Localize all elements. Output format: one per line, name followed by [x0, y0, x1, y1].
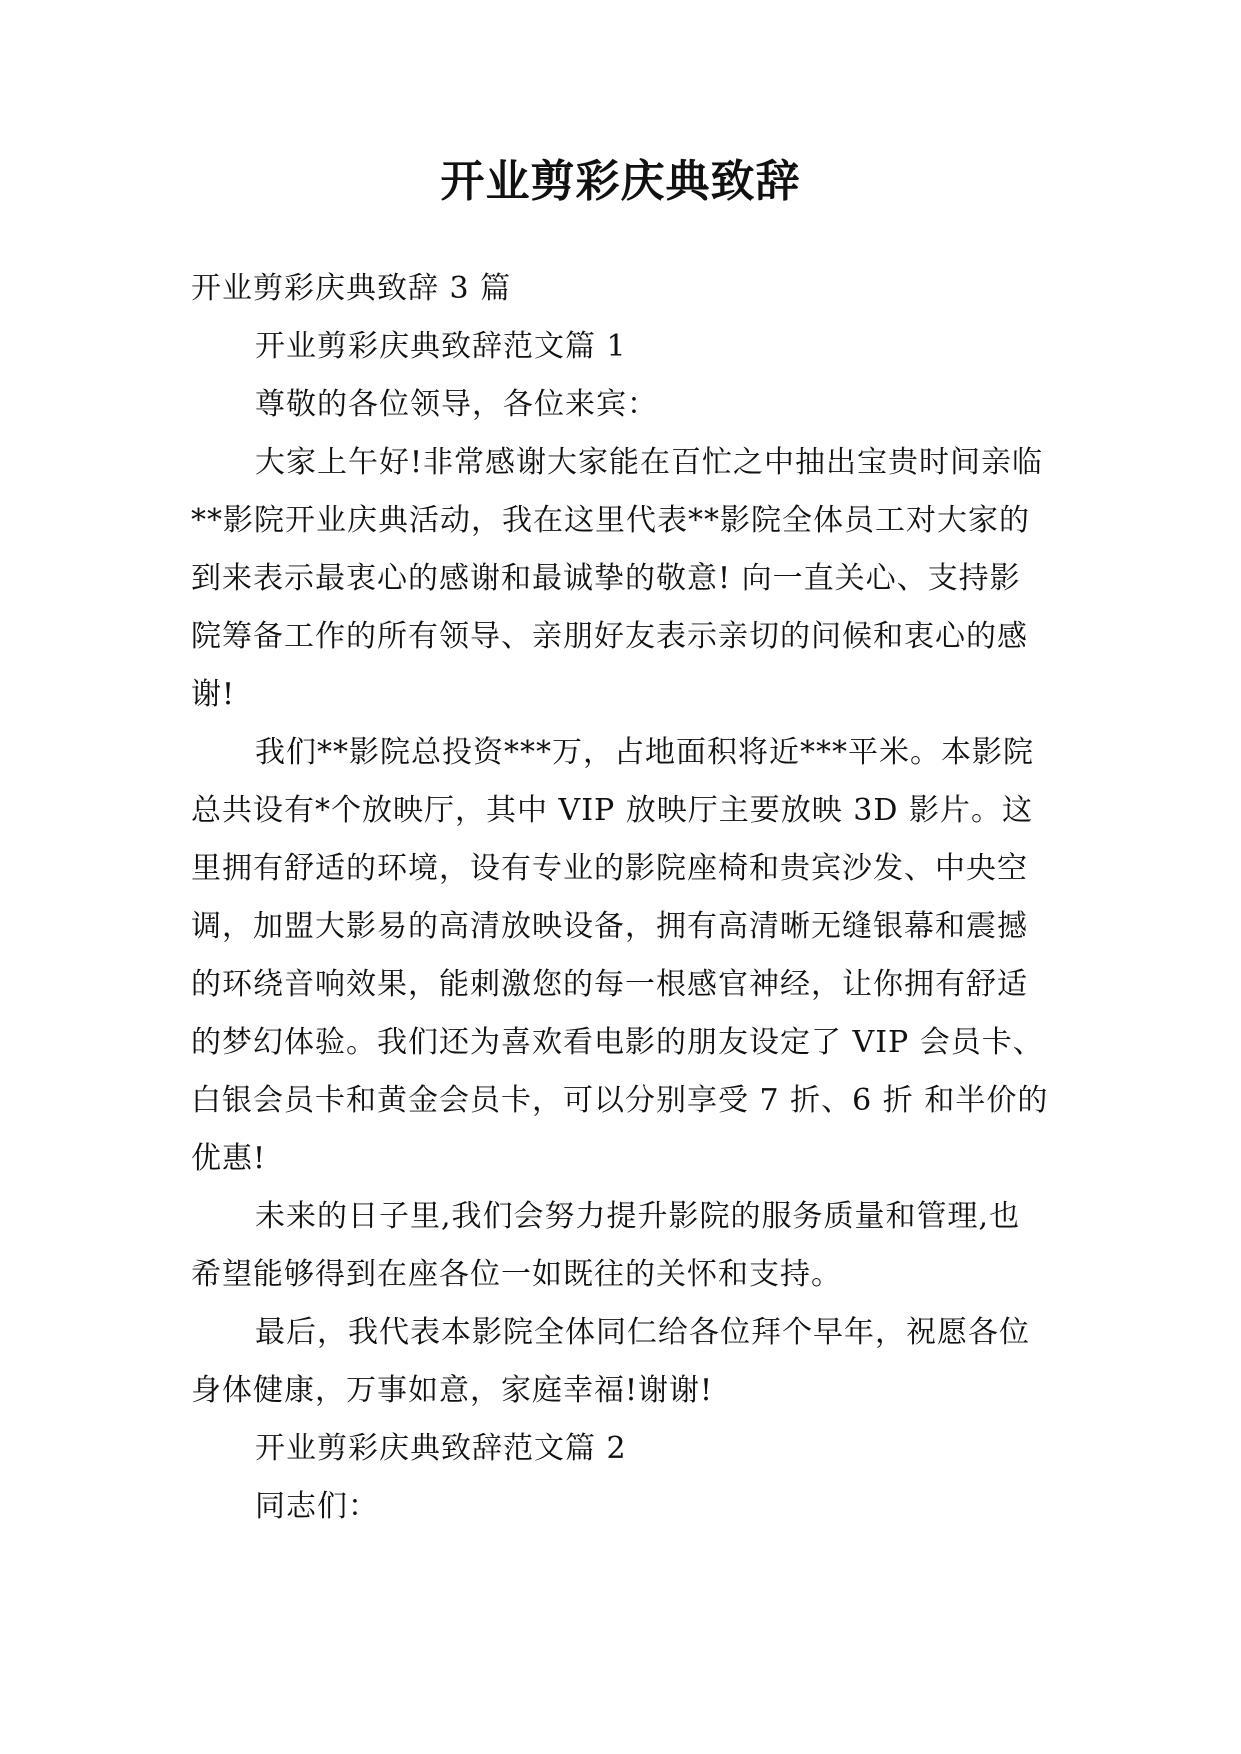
paragraph-closing-wishes: 最后，我代表本影院全体同仁给各位拜个早年，祝愿各位身体健康，万事如意，家庭幸福!谢谢! [191, 1315, 1030, 1408]
document-title: 开业剪彩庆典致辞 [440, 156, 801, 207]
paragraph-greeting: 大家上午好!非常感谢大家能在百忙之中抽出宝贵时间亲临**影院开业庆典活动，我在这里代表**影院全体员工对大家的到来表示最衷心的感谢和最诚挚的敬意! 向一直关心、支持影院筹备工作的所有领导、亲朋好友表示亲切的问候和衷心的感谢! [191, 445, 1044, 712]
paragraph-section-heading-1: 开业剪彩庆典致辞范文篇 1 [255, 329, 627, 364]
paragraph-section-heading-2: 开业剪彩庆典致辞范文篇 2 [255, 1431, 627, 1466]
paragraph-future-outlook: 未来的日子里,我们会努力提升影院的服务质量和管理,也希望能够得到在座各位一如既往的关怀和支持。 [191, 1199, 1021, 1292]
paragraph-cinema-introduction: 我们**影院总投资***万，占地面积将近***平米。本影院总共设有*个放映厅，其中 VIP 放映厅主要放映 3D 影片。这里拥有舒适的环境，设有专业的影院座椅和贵宾沙发、中央空调，加盟大影易的高清放映设备，拥有高清晰无缝银幕和震撼的环绕音响效果，能刺激您的每一根感官神经，让你拥有舒适的梦幻体验。我们还为喜欢看电影的朋友设定了 VIP 会员卡、白银会员卡和黄金会员卡，可以分别享受 7 折、6 折 和半价的优惠! [191, 735, 1049, 1176]
document-body [191, 260, 1051, 1536]
paragraph-subtitle: 开业剪彩庆典致辞 3 篇 [191, 271, 512, 306]
paragraph-salutation-2: 同志们： [255, 1489, 379, 1524]
paragraph-salutation: 尊敬的各位领导，各位来宾： [255, 387, 658, 422]
